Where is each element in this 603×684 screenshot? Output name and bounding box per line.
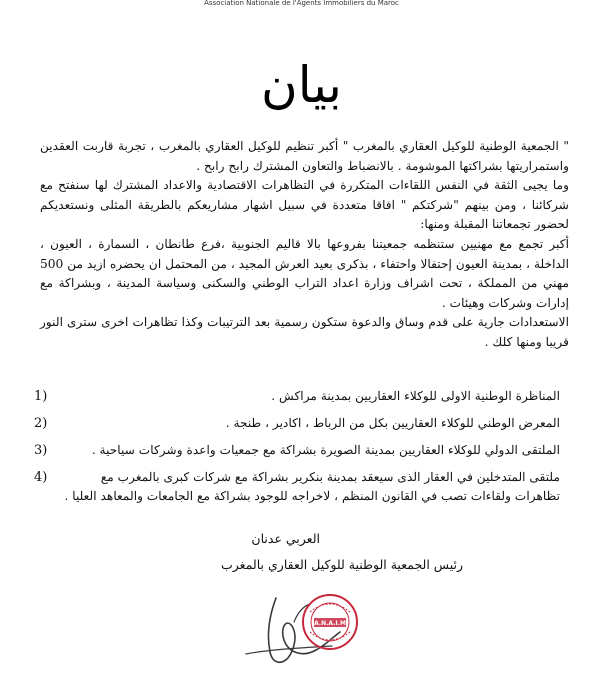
list-item-number: 3) xyxy=(34,443,48,458)
document-title: بيان xyxy=(261,56,342,114)
events-list xyxy=(30,387,560,514)
paragraph-preparations: الاستعدادات جارية على قدم وساق والدعوة ستكون رسمية بعد الترتيبات وكذا تظاهرات اخرى سترى النور قريبا ومنها كلك . xyxy=(40,315,569,349)
list-item-text: ملتقى المتدخلين في العقار الذى سيعقد بمدينة بنكرير بشراكة مع شركات كبرى بالمغرب مع تظاهرات ولقاءات تصب في القانون المنظم ، لاخراجه للوجود بشراكة مع الجامعات والمعاهد العليا . xyxy=(64,470,560,503)
list-item xyxy=(30,387,560,406)
signatory-title: رئيس الجمعية الوطنية للوكيل العقاري بالمغرب xyxy=(221,557,463,572)
paragraph-partners: وما يجيى الثقة في النفس اللقاءات المتكررة في التظاهرات الاقتصادية والاعداد المشترك لها سنفتح مع شركائنا ، ومن بينهم "شركتكم " افاقا متعددة في سبيل اشهار مشاريعكم بالطريقة المثلى ونستعديكم لحضور تجمعاتنا المقبلة ومنها: xyxy=(40,178,569,232)
association-name: Association Nationale de l'Agents Immobiliers du Maroc xyxy=(204,0,399,7)
list-item-text: المعرض الوطني للوكلاء العقاريين بكل من الرباط ، اكادير ، طنجة . xyxy=(225,416,560,430)
list-item xyxy=(30,414,560,433)
paragraph-gathering: أكبر تجمع مع مهنيين ستنظمه جمعيتنا بفروعها بالا قاليم الجنوبية ،فرع طانطان ، السمارة ، العيون ، الداخلة ، بمدينة العيون إحتفالا واحتفاء ، بذكرى بعيد العرش المجيد ، من المحتمل ان يحضره ازيد من 500 مهني من المملكة ، تحت اشراف وزارة اعداد التراب الوطني والسكنى وسياسة المدينة ، وبشراكة مع إدارات وشركات وهيئات . xyxy=(40,236,569,310)
list-item-number: 1) xyxy=(34,389,48,404)
list-item xyxy=(30,441,560,460)
stamp-text: A.N.A.I.M xyxy=(314,620,346,627)
signatory-name: العربي عدنان xyxy=(251,531,320,546)
list-item-text: المناظرة الوطنية الاولى للوكلاء العقاريين بمدينة مراكش . xyxy=(271,389,560,403)
list-item xyxy=(30,468,560,506)
paragraph-intro: " الجمعية الوطنية للوكيل العقاري بالمغرب " أكبر تنظيم للوكيل العقاري بالمغرب ، تجربة قاربت العقدين واستمراريتها بشراكتها الموشومة . بالانضباط والتعاون المشترك رابح رابح . xyxy=(40,139,569,173)
list-item-number: 4) xyxy=(34,470,48,485)
association-stamp xyxy=(300,592,360,652)
statement-body xyxy=(40,137,569,353)
list-item-text: الملتقى الدولي للوكلاء العقاريين بمدينة الصويرة بشراكة مع جمعيات واعدة وشركات سياحية . xyxy=(91,443,560,457)
list-item-number: 2) xyxy=(34,416,48,431)
association-header xyxy=(0,0,603,14)
